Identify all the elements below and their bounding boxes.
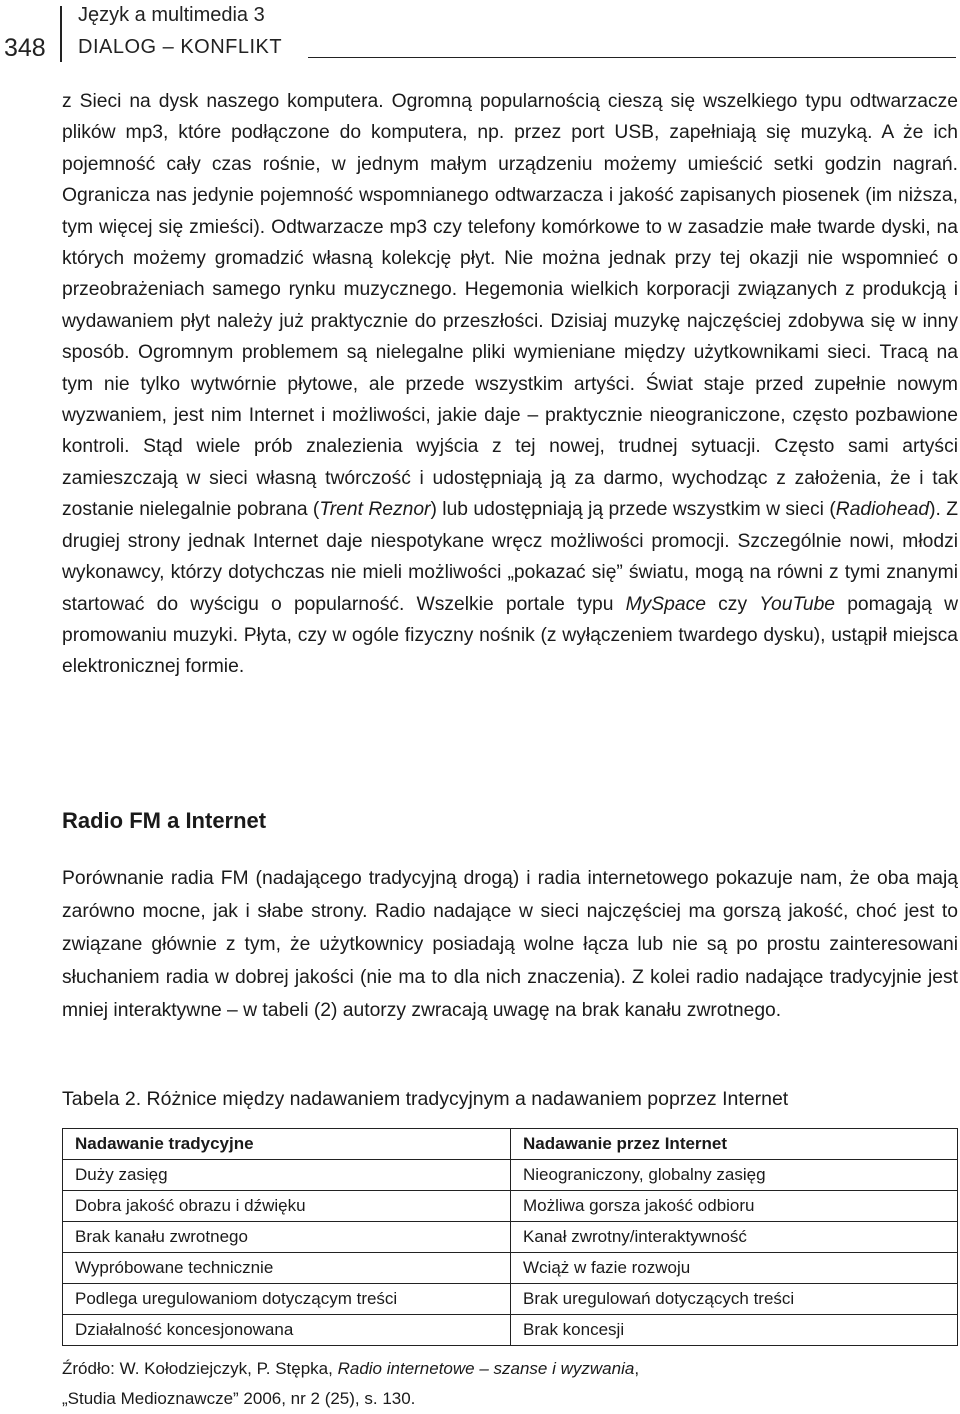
table-cell: Możliwa gorsza jakość odbioru — [511, 1191, 958, 1222]
source-title: Radio internetowe – szanse i wyzwania — [337, 1359, 635, 1378]
body-paragraph — [62, 86, 958, 683]
section-intro-paragraph: Porównanie radia FM (nadającego tradycyjną drogą) i radia internetowego pokazuje nam, że oba mają zarówno mocne, jak i słabe strony. Radio nadające w sieci najczęściej ma gorszą jakość, choć jest to związane głównie z tym, że użytkownicy posiadają wolne łącza lub nie są po prostu zainteresowani słuchaniem radia w dobrej jakości (nie ma to dla nich znaczenia). Z kolei radio nadające tradycyjnie jest mniej interaktywne – w tabeli (2) autorzy zwracają uwagę na brak kanału zwrotnego. — [62, 868, 958, 1021]
source-line-2: „Studia Medioznawcze” 2006, nr 2 (25), s. 130. — [62, 1389, 416, 1408]
table-row — [63, 1160, 958, 1191]
text-run-italic: YouTube — [759, 593, 836, 615]
book-title: Język a multimedia 3 — [78, 4, 265, 26]
table-cell: Duży zasięg — [63, 1160, 511, 1191]
section-heading: Radio FM a Internet — [62, 808, 267, 833]
table-cell: Podlega uregulowaniom dotyczącym treści — [63, 1284, 511, 1315]
table-cell: Nieograniczony, globalny zasięg — [511, 1160, 958, 1191]
text-run: ). Z drugiej strony jednak Internet daje niespotykane wręcz możliwości promocji. Szczególnie nowi, młodzi wykonawcy, którzy dotychczas nie mieli możliwości „pokazać się” światu, mogą na równi z tymi znanymi startować do wyścigu o popularność. Wszelkie portale typu — [62, 499, 959, 615]
column-header-internet: Nadawanie przez Internet — [511, 1129, 958, 1160]
table-row — [63, 1253, 958, 1284]
source-prefix: Źródło: W. Kołodziejczyk, P. Stępka, — [62, 1359, 338, 1378]
table-row — [63, 1222, 958, 1253]
text-run-italic: Radiohead — [835, 499, 930, 521]
table-header-row — [63, 1129, 958, 1160]
table-cell: Brak kanału zwrotnego — [63, 1222, 511, 1253]
text-run: czy — [705, 593, 760, 615]
table-cell: Działalność koncesjonowana — [63, 1315, 511, 1346]
table-cell: Dobra jakość obrazu i dźwięku — [63, 1191, 511, 1222]
table-row — [63, 1191, 958, 1222]
comparison-table — [62, 1128, 958, 1346]
table-cell: Wciąż w fazie rozwoju — [511, 1253, 958, 1284]
table-row — [63, 1315, 958, 1346]
column-header-traditional: Nadawanie tradycyjne — [63, 1129, 511, 1160]
header-horizontal-rule — [308, 57, 956, 58]
text-run-italic: Trent Reznor — [319, 499, 431, 521]
header-vertical-rule — [60, 6, 62, 62]
text-run: ) lub udostępniają ją przede wszystkim w sieci ( — [430, 499, 836, 521]
table-cell: Wypróbowane technicznie — [63, 1253, 511, 1284]
table-source — [62, 1354, 639, 1414]
table-cell: Kanał zwrotny/interaktywność — [511, 1222, 958, 1253]
table-cell: Brak uregulowań dotyczących treści — [511, 1284, 958, 1315]
page-header — [0, 0, 960, 70]
text-run-italic: MySpace — [625, 593, 706, 615]
page-number: 348 — [4, 34, 46, 62]
table-row — [63, 1284, 958, 1315]
text-run: z Sieci na dysk naszego komputera. Ogromną popularnością cieszą się wszelkiego typu odtwarzacze plików mp3, które podłączone do komputera, np. przez port USB, zapełniają się muzyką. A że ich pojemność cały czas rośnie, w jednym małym urządzeniu możemy umieścić setki godzin nagrań. Ogranicza nas jedynie pojemność wspomnianego odtwarzacza i jakość zapisanych piosenek (im niższa, tym więcej się zmieści). Odtwarzacze mp3 czy telefony komórkowe to w zasadzie małe twarde dyski, na których możemy gromadzić własną kolekcję płyt. Nie można jednak przy tej okazji nie wspomnieć o przeobrażeniach samego rynku muzycznego. Hegemonia wielkich korporacji związanych z produkcją i wydawaniem płyt należy już praktycznie do przeszłości. Dzisiaj muzykę najczęściej zdobywa się w inny sposób. Ogromnym problemem są nielegalne pliki wymieniane między użytkownikami sieci. Tracą na tym nie tylko wytwórnie płytowe, ale przede wszystkim artyści. Świat staje przed zupełnie nowym wyzwaniem, jest nim Internet i możliwości, jakie daje – praktycznie nieograniczone, często pozbawione kontroli. Stąd wiele prób znalezienia wyjścia z tej nowej, trudnej sytuacji. Często sami artyści zamieszczają w sieci własną twórczość i udostępniają ją za darmo, wychodząc z założenia, że i tak zostanie nielegalnie pobrana ( — [62, 91, 958, 521]
text-run: pomagają w promowaniu muzyki. Płyta, czy w ogóle fizyczny nośnik (z wyłączeniem twardego dysku), ustąpił miejsca elektronicznej formie. — [62, 593, 958, 678]
table-caption: Tabela 2. Różnice między nadawaniem tradycyjnym a nadawaniem poprzez Internet — [62, 1088, 789, 1110]
chapter-title: DIALOG – KONFLIKT — [78, 36, 283, 58]
source-suffix: , — [634, 1359, 640, 1378]
table-cell: Brak koncesji — [511, 1315, 958, 1346]
